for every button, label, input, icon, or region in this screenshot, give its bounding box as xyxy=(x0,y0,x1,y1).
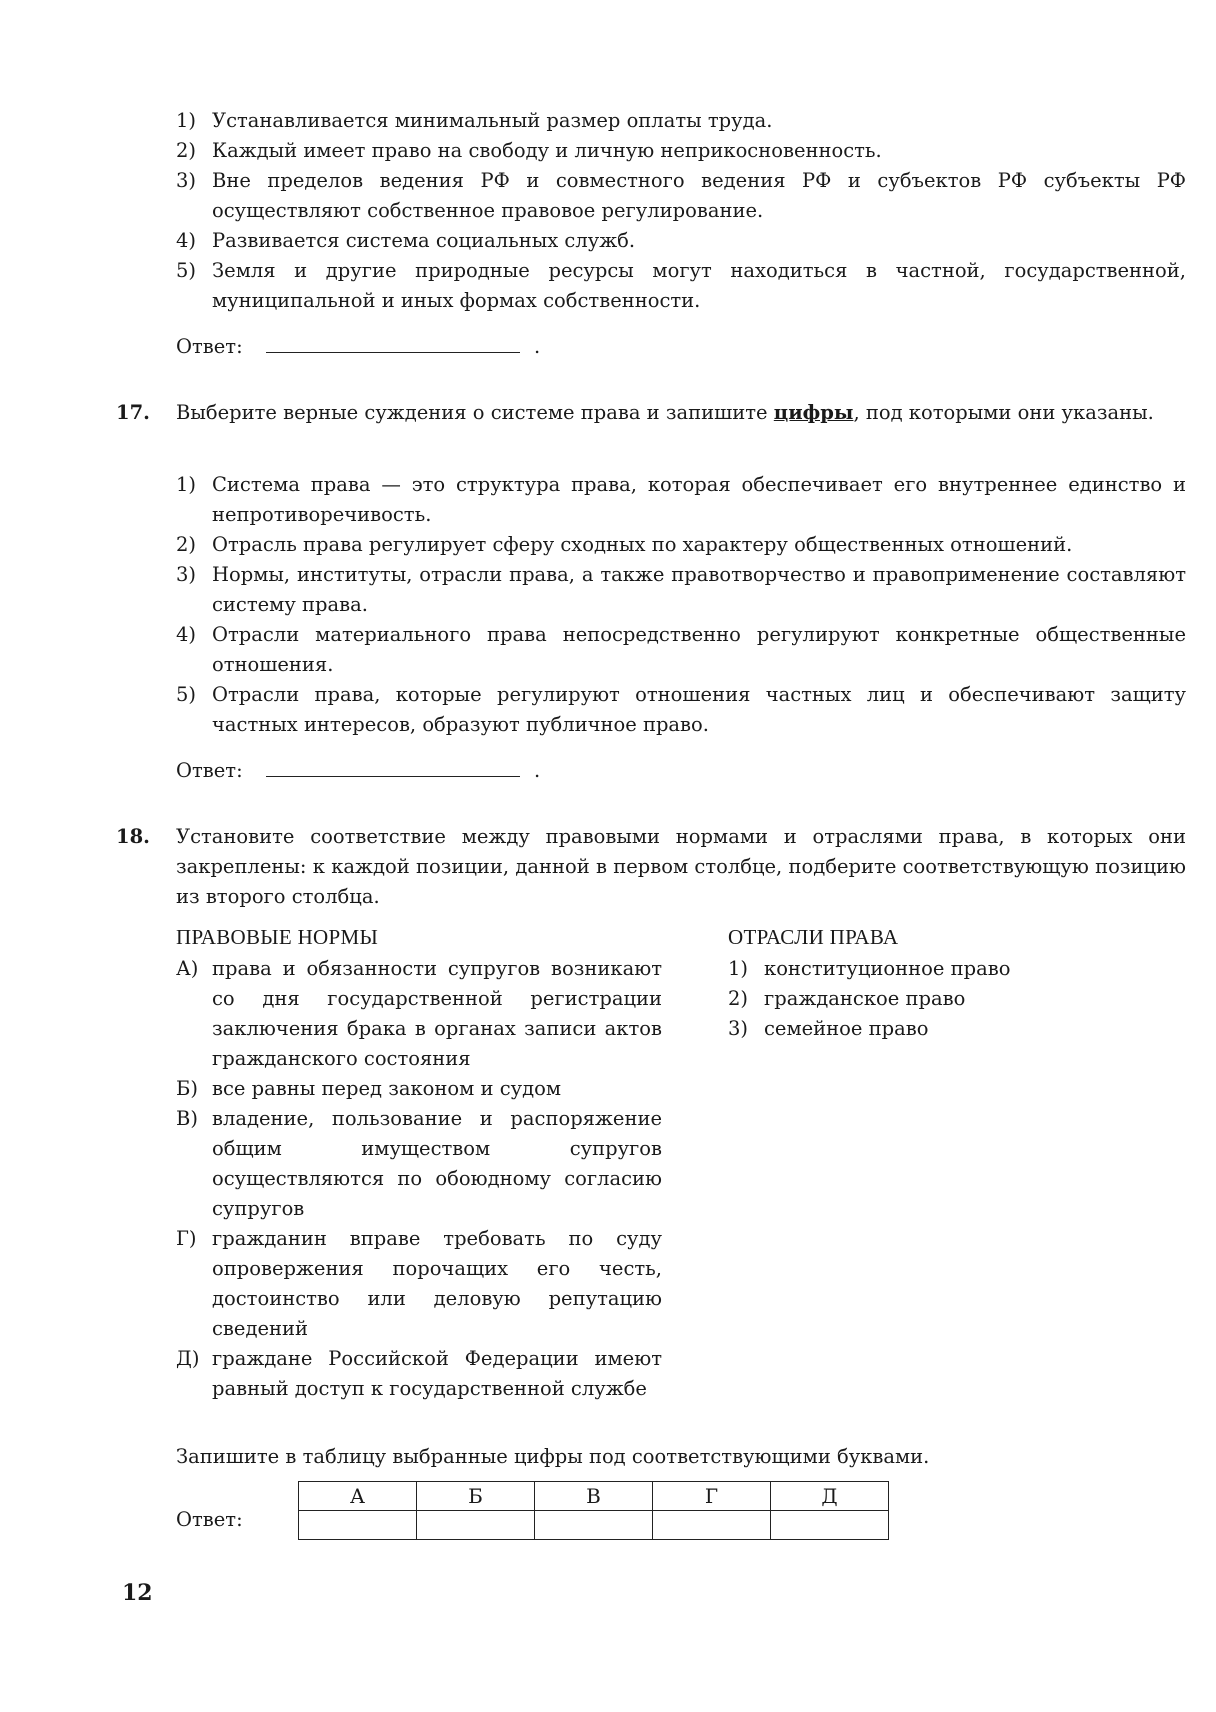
q18-number: 18. xyxy=(116,825,150,848)
norm-item-v: В) владение, пользование и распоряжение общим имуществом супругов осуществляются по обоюдному согласию супругов xyxy=(176,1107,662,1220)
answer-table-header-b: Б xyxy=(417,1482,535,1511)
q16-option-2: 2) Каждый имеет право на свободу и личную неприкосновенность. xyxy=(176,139,882,162)
q16-options xyxy=(176,106,1186,316)
q17-option-4: 4) Отрасли материального права непосредственно регулируют конкретные общественные отношения. xyxy=(176,623,1186,676)
branch-item-1: 1) конституционное право xyxy=(728,957,1011,980)
table-instruction: Запишите в таблицу выбранные цифры под соответствующими буквами. xyxy=(176,1445,930,1468)
answer-cell-v[interactable] xyxy=(535,1511,653,1540)
norm-item-g: Г) гражданин вправе требовать по суду опровержения порочащих его честь, достоинство или деловую репутацию сведений xyxy=(176,1227,662,1340)
q17-options xyxy=(176,470,1186,740)
answer-table-header-v: В xyxy=(535,1482,653,1511)
page-number: 12 xyxy=(122,1580,153,1606)
answer-label: Ответ: xyxy=(176,759,243,782)
q17-answer-field[interactable] xyxy=(266,754,520,777)
q18-answer-label: Ответ: xyxy=(176,1508,243,1531)
q16-answer-field[interactable] xyxy=(266,330,520,353)
answer-table-input-row xyxy=(299,1511,889,1540)
answer-cell-b[interactable] xyxy=(417,1511,535,1540)
answer-dot: . xyxy=(534,335,541,358)
norm-item-b: Б) все равны перед законом и судом xyxy=(176,1077,562,1100)
q17-number: 17. xyxy=(116,401,150,424)
branch-item-3: 3) семейное право xyxy=(728,1017,929,1040)
answer-dot: . xyxy=(534,759,541,782)
q16-option-4: 4) Развивается система социальных служб. xyxy=(176,229,636,252)
q18-text: Установите соответствие между правовыми нормами и отраслями права, в которых они закреплены: к каждой позиции, данной в первом столбце, подберите соответствующую позицию из второго столбца. xyxy=(176,825,1186,908)
q17-answer xyxy=(176,754,540,786)
q17-text: Выберите верные суждения о системе права и запишите цифры, под которыми они указаны. xyxy=(176,401,1154,424)
q17-option-2: 2) Отрасль права регулирует сферу сходных по характеру общественных отношений. xyxy=(176,533,1073,556)
norm-item-a: А) права и обязанности супругов возникают со дня государственной регистрации заключения брака в органах записи актов гражданского состояния xyxy=(176,957,662,1070)
answer-cell-a[interactable] xyxy=(299,1511,417,1540)
q16-answer xyxy=(176,330,540,362)
answer-table-header-row xyxy=(299,1482,889,1511)
q16-option-1: 1) Устанавливается минимальный размер оплаты труда. xyxy=(176,109,773,132)
norm-item-d: Д) граждане Российской Федерации имеют равный доступ к государственной службе xyxy=(176,1347,662,1400)
q17-option-5: 5) Отрасли права, которые регулируют отношения частных лиц и обеспечивают защиту частных интересов, образуют публичное право. xyxy=(176,683,1186,736)
norms-column-header: ПРАВОВЫЕ НОРМЫ xyxy=(176,925,379,949)
branches-column-header: ОТРАСЛИ ПРАВА xyxy=(728,925,899,949)
q16-option-5: 5) Земля и другие природные ресурсы могут находиться в частной, государственной, муниципальной и иных формах собственности. xyxy=(176,259,1186,312)
q17-option-3: 3) Нормы, институты, отрасли права, а также правотворчество и правоприменение составляют систему права. xyxy=(176,563,1186,616)
answer-cell-g[interactable] xyxy=(653,1511,771,1540)
answer-table-header-g: Г xyxy=(653,1482,771,1511)
norms-list xyxy=(176,954,662,1404)
q18-answer-table xyxy=(298,1481,889,1540)
answer-table-header-a: А xyxy=(299,1482,417,1511)
q17-emphasis: цифры xyxy=(773,401,854,424)
branch-item-2: 2) гражданское право xyxy=(728,987,966,1010)
q16-option-3: 3) Вне пределов ведения РФ и совместного ведения РФ и субъектов РФ субъекты РФ осуществляют собственное правовое регулирование. xyxy=(176,169,1186,222)
q17-option-1: 1) Система права — это структура права, которая обеспечивает его внутреннее единство и непротиворечивость. xyxy=(176,473,1186,526)
branches-list xyxy=(728,954,1010,1044)
answer-label: Ответ: xyxy=(176,335,243,358)
answer-cell-d[interactable] xyxy=(771,1511,889,1540)
answer-table-header-d: Д xyxy=(771,1482,889,1511)
